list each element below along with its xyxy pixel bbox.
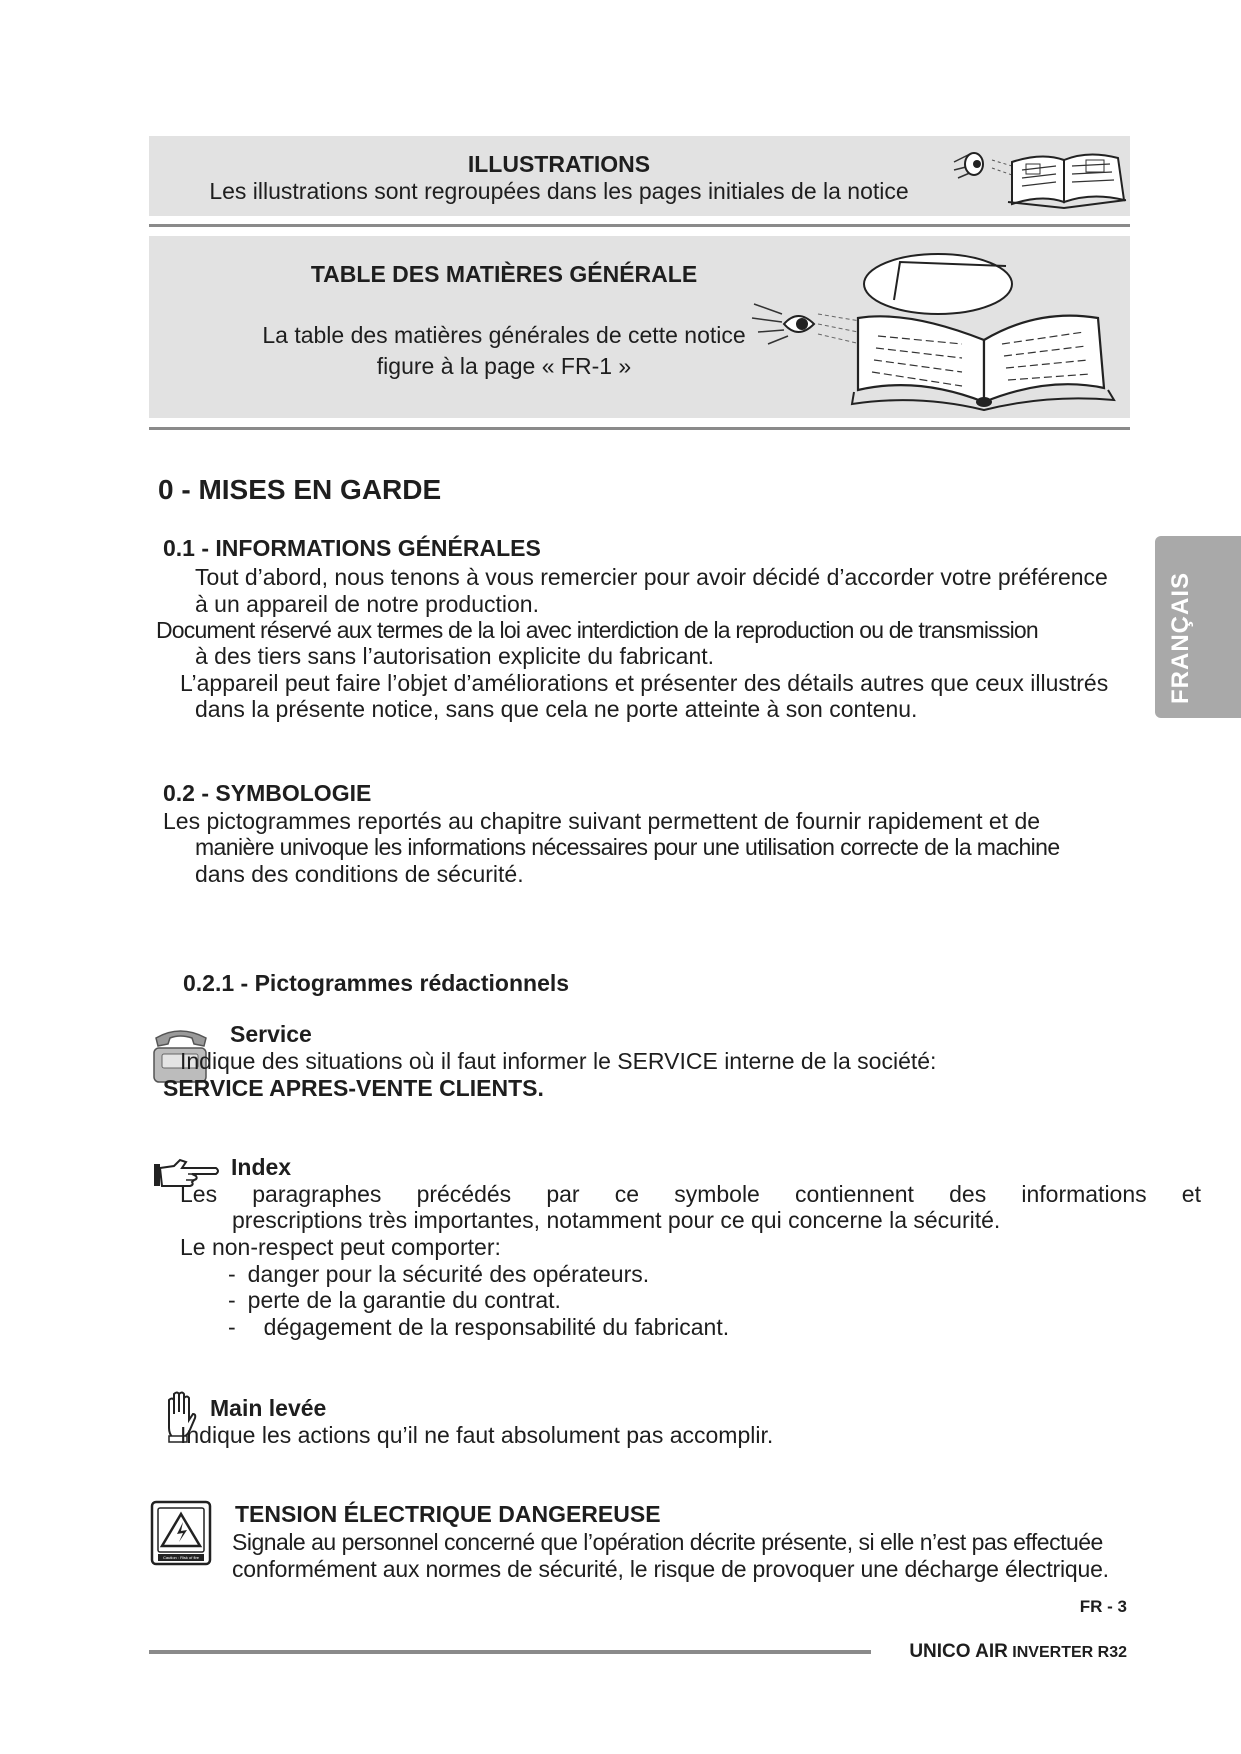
divider-1 <box>149 224 1130 227</box>
section-0-1-p2a: Document réservé aux termes de la loi avec interdiction de la reproduction ou de transmission <box>156 617 1038 643</box>
index-title: Index <box>231 1154 292 1180</box>
index-word: contiennent <box>795 1181 914 1207</box>
section-0-1-p3b: dans la présente notice, sans que cela ne porte atteinte à son contenu. <box>195 696 918 722</box>
bullet-text: perte de la garantie du contrat. <box>247 1287 561 1313</box>
index-line2: prescriptions très importantes, notamment pour ce qui concerne la sécurité. <box>232 1207 1001 1233</box>
footer-model: INVERTER R32 <box>1012 1644 1127 1661</box>
index-word: paragraphes <box>252 1181 382 1207</box>
index-word: Les <box>180 1181 218 1207</box>
bullet-marker: - <box>228 1287 236 1313</box>
index-word: informations <box>1021 1181 1147 1207</box>
toc-line2: figure à la page « FR-1 » <box>376 353 632 379</box>
section-0-1-p1a: Tout d’abord, nous tenons à vous remercier pour avoir décidé d’accorder votre préférence <box>195 564 1108 590</box>
index-word: des <box>949 1181 987 1207</box>
service-title: Service <box>230 1021 312 1047</box>
hand-line1: Indique les actions qu’il ne faut absolument pas accomplir. <box>180 1422 774 1448</box>
index-bullet-1 <box>228 1261 649 1288</box>
open-book-eye-icon <box>952 142 1128 210</box>
section-0-title: 0 - MISES EN GARDE <box>158 474 442 505</box>
index-line1 <box>180 1181 1201 1208</box>
hand-title: Main levée <box>210 1395 327 1421</box>
toc-line1: La table des matières générales de cette notice <box>262 322 746 348</box>
index-word: ce <box>614 1181 640 1207</box>
section-0-2-p1a: Les pictogrammes reportés au chapitre suivant permettent de fournir rapidement et de <box>163 808 1041 834</box>
section-0-2-p1b: manière univoque les informations nécessaires pour une utilisation correcte de la machine <box>195 834 1060 860</box>
tension-title: TENSION ÉLECTRIQUE DANGEREUSE <box>235 1501 661 1527</box>
electric-hazard-caption: Caution : Risk of fire <box>162 1555 199 1560</box>
index-word: et <box>1181 1181 1201 1207</box>
section-0-1-p1b: à un appareil de notre production. <box>195 591 539 617</box>
section-0-2-1-title: 0.2.1 - Pictogrammes rédactionnels <box>183 970 570 996</box>
section-0-1-title: 0.1 - INFORMATIONS GÉNÉRALES <box>163 535 541 561</box>
index-word: par <box>546 1181 580 1207</box>
service-line1: Indique des situations où il faut informer le SERVICE interne de la société: <box>180 1048 937 1074</box>
index-bullet-3 <box>228 1314 729 1341</box>
footer-rule <box>149 1650 871 1654</box>
index-word: symbole <box>674 1181 760 1207</box>
index-book-icon <box>748 244 1124 412</box>
section-0-1-p2b: à des tiers sans l’autorisation explicite du fabricant. <box>195 643 715 669</box>
bullet-marker: - <box>228 1261 236 1287</box>
section-0-2-title: 0.2 - SYMBOLOGIE <box>163 780 372 806</box>
bullet-text: danger pour la sécurité des opérateurs. <box>247 1261 650 1287</box>
index-line3: Le non-respect peut comporter: <box>180 1234 501 1260</box>
language-tab <box>1155 536 1241 718</box>
section-0-2-p1c: dans des conditions de sécurité. <box>195 861 524 887</box>
footer-brand <box>880 1641 1127 1663</box>
toc-title: TABLE DES MATIÈRES GÉNÉRALE <box>310 261 698 287</box>
language-tab-label: FRANÇAIS <box>1167 572 1194 704</box>
bullet-text: dégagement de la responsabilité du fabricant. <box>263 1314 730 1340</box>
footer-brand-name: UNICO AIR <box>909 1641 1008 1662</box>
service-line2: SERVICE APRES-VENTE CLIENTS. <box>163 1075 544 1101</box>
illustrations-text: Les illustrations sont regroupées dans les pages initiales de la notice <box>209 178 909 204</box>
page-number: FR - 3 <box>1079 1597 1127 1616</box>
section-0-1-p3a: L’appareil peut faire l’objet d’améliorations et présenter des détails autres que ceux illustrés <box>180 670 1109 696</box>
illustrations-title: ILLUSTRATIONS <box>467 151 651 177</box>
tension-line1: Signale au personnel concerné que l’opération décrite présente, si elle n’est pas effectuée <box>232 1529 1103 1555</box>
index-bullet-2 <box>228 1287 561 1314</box>
divider-2 <box>149 427 1130 430</box>
tension-line2: conformément aux normes de sécurité, le risque de provoquer une décharge électrique. <box>232 1556 1109 1582</box>
index-word: précédés <box>416 1181 512 1207</box>
bullet-marker: - <box>228 1314 236 1340</box>
